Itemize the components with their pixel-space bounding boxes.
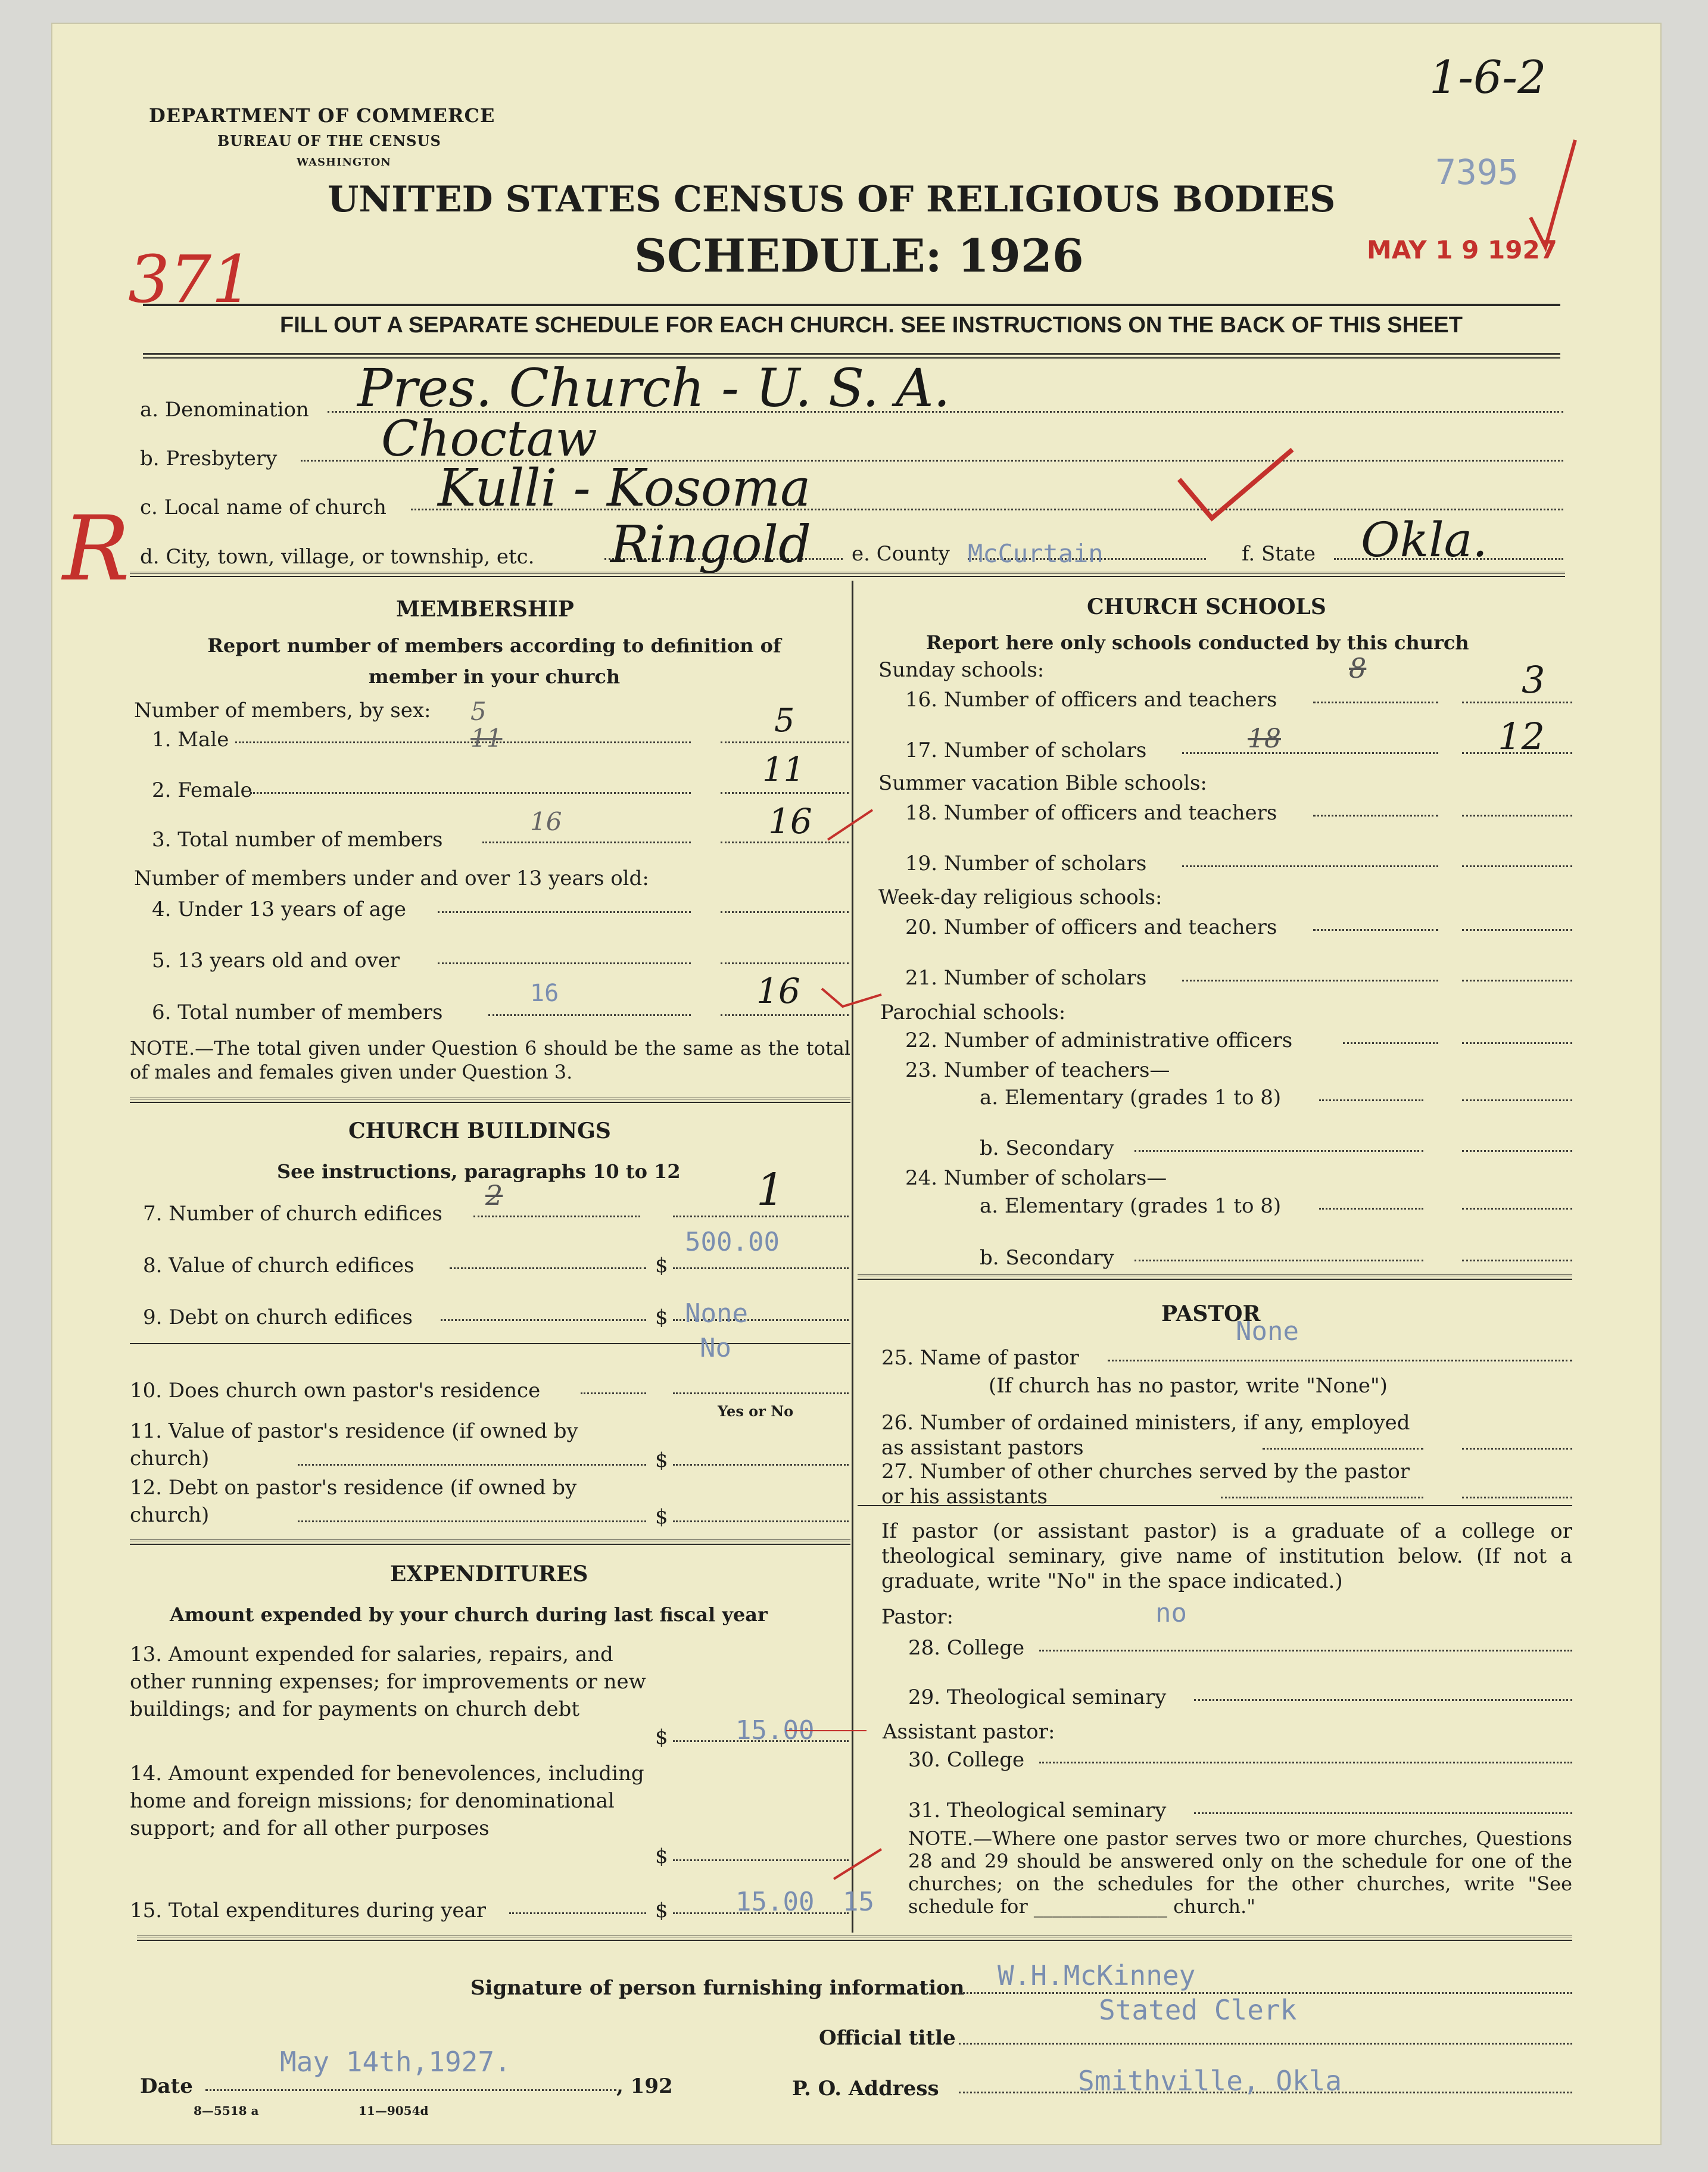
q16-struck: 8 [1349,652,1367,684]
state-field[interactable]: Okla. [1361,512,1488,568]
city-label: WASHINGTON [297,156,391,169]
q22-line [1343,1042,1438,1044]
q21-label: 21. Number of scholars [905,966,1147,990]
q19-answer-line [1462,865,1572,867]
buildings-rule [130,1540,850,1545]
q27-line [1221,1497,1423,1498]
q3-label: 3. Total number of members [152,828,443,852]
q9-label: 9. Debt on church edifices [143,1305,413,1329]
q1-answer-line [721,741,849,743]
q16-answer-line [1462,702,1572,703]
sunday-schools-label: Sunday schools: [878,658,1045,682]
q16-officers-count[interactable]: 3 [1522,658,1545,702]
pastor-subrule [858,1505,1572,1506]
county-field[interactable]: McCurtain [968,539,1104,568]
signature-value[interactable]: W.H.McKinney [998,1959,1196,1992]
q9-line [441,1319,646,1321]
form-code-2: 11—9054d [359,2104,429,2118]
q23b-answer-line [1462,1150,1572,1152]
q15-label: 15. Total expenditures during year [130,1899,487,1922]
q13-dollar: $ [655,1725,668,1749]
q8-edifice-value[interactable]: 500.00 [685,1227,780,1257]
department-label: DEPARTMENT OF COMMERCE [149,104,495,127]
q22-answer-line [1462,1042,1572,1044]
q27-answer-line [1462,1497,1572,1498]
q5-answer-line [721,962,849,964]
official-title-value[interactable]: Stated Clerk [1099,1994,1297,2026]
q12-line [298,1520,646,1522]
q15-extra: 15 [843,1887,874,1917]
signature-label: Signature of person furnishing information [470,1976,965,2000]
assistant-pastor-label: Assistant pastor: [883,1720,1055,1744]
schools-rule [858,1274,1572,1280]
check-mark-icon [1525,134,1578,253]
q1-label: 1. Male [152,728,229,752]
q8-answer-line [673,1267,849,1269]
q20-label: 20. Number of officers and teachers [905,915,1277,939]
q7-edifice-count[interactable]: 1 [756,1164,785,1216]
weekday-schools-label: Week-day religious schools: [878,886,1162,909]
parochial-schools-label: Parochial schools: [880,1001,1066,1024]
q11-label: 11. Value of pastor's residence (if owned by church) [130,1419,578,1470]
red-number: 371 [128,241,253,317]
q14-dollar: $ [655,1844,668,1868]
q15-dollar: $ [655,1899,668,1922]
q23a-answer-line [1462,1099,1572,1101]
schools-intro: Report here only schools conducted by this church [926,631,1469,654]
q26-answer-line [1462,1448,1572,1450]
date-year-suffix: , 192 [616,2074,673,2098]
q19-label: 19. Number of scholars [905,852,1147,875]
q2-label: 2. Female [152,778,253,802]
denomination-field[interactable]: Pres. Church - U. S. A. [357,357,950,419]
q21-answer-line [1462,980,1572,981]
membership-heading: MEMBERSHIP [396,597,574,622]
city-field[interactable]: Ringold [610,515,812,575]
q1-line [235,741,691,743]
official-title-label: Official title [819,2026,956,2050]
by-sex-label: Number of members, by sex: [134,699,431,722]
buildings-subrule [130,1343,850,1344]
city-label: d. City, town, village, or township, etc. [140,545,535,569]
pastor-note: NOTE.—Where one pastor serves two or more churches, Questions 28 and 29 should be answered only on the schedule for one of the churches; on the schedules for the other churches, write "See schedule for ______________ church." [908,1827,1572,1918]
q2-answer-line [721,792,849,794]
membership-note: NOTE.—The total given under Question 6 should be the same as the total of males and females given under Question 3. [130,1037,850,1083]
q24a-answer-line [1462,1208,1572,1210]
q28-line [1039,1650,1572,1651]
q7-line [473,1216,640,1217]
expenditures-heading: EXPENDITURES [390,1562,588,1587]
q17-label: 17. Number of scholars [905,738,1147,762]
membership-rule [130,1098,850,1103]
red-letter-mark: R [63,497,130,601]
q9-debt-value[interactable]: None [685,1298,748,1329]
q23b-label: b. Secondary [980,1136,1114,1160]
q19-line [1182,865,1438,867]
summer-schools-label: Summer vacation Bible schools: [878,771,1207,795]
q25-hint: (If church has no pastor, write "None") [989,1374,1388,1398]
q16-line [1313,702,1438,703]
local-name-label: c. Local name of church [140,496,387,519]
q12-dollar: $ [655,1505,668,1529]
q24b-line [1134,1260,1423,1261]
buildings-heading: CHURCH BUILDINGS [348,1118,611,1143]
address-label: P. O. Address [792,2077,939,2101]
date-line [205,2089,616,2091]
q8-dollar: $ [655,1254,668,1277]
q10-residence-answer[interactable]: No [700,1333,731,1363]
identification-rule [130,572,1565,577]
q14-label: 14. Amount expended for benevolences, including home and foreign missions; for denominational support; and for all other purposes [130,1762,644,1840]
q31-line [1194,1812,1572,1814]
local-name-field[interactable]: Kulli - Kosoma [438,459,811,518]
red-check-icon [1176,444,1295,524]
accession-number: 7395 [1435,152,1519,192]
q26-line [1263,1448,1423,1450]
red-strike [786,1730,867,1731]
q7-struck-value: 2 [485,1179,503,1211]
q18-line [1313,815,1438,817]
header-rule [143,304,1560,306]
q17-scholars-count[interactable]: 12 [1498,715,1545,758]
q23a-label: a. Elementary (grades 1 to 8) [980,1086,1282,1110]
q22-label: 22. Number of administrative officers [905,1029,1293,1052]
q3-struck-value: 16 [530,807,562,836]
bureau-label: BUREAU OF THE CENSUS [217,132,441,149]
q30-line [1039,1762,1572,1763]
footer-rule [137,1936,1572,1941]
q24a-label: a. Elementary (grades 1 to 8) [980,1194,1282,1218]
form-title: UNITED STATES CENSUS OF RELIGIOUS BODIES [328,179,1336,220]
form-code: 8—5518 a [194,2104,259,2118]
q1-struck-value: 5 [470,697,487,726]
q18-label: 18. Number of officers and teachers [905,801,1277,825]
presbytery-label: b. Presbytery [140,447,278,470]
q2-female-count[interactable]: 11 [762,750,805,789]
q4-answer-line [721,911,849,913]
q6-line [488,1014,691,1016]
q12-answer-line [673,1520,849,1522]
red-tick-icon-2 [819,971,884,1012]
q17-struck: 18 [1248,724,1281,754]
q29-line [1194,1699,1572,1701]
q14-answer-line [673,1859,849,1861]
q23b-line [1134,1150,1423,1152]
q7-answer-line [673,1216,849,1217]
q15-total-expenditures[interactable]: 15.00 [735,1887,815,1917]
q4-line [438,911,691,913]
q6-label: 6. Total number of members [152,1001,443,1024]
q1-struck-value-2: 11 [470,724,503,753]
q27-label: 27. Number of other churches served by the pastor or his assistants [881,1460,1410,1509]
q2-line [250,792,691,794]
red-tick-icon [825,804,875,846]
q8-line [450,1267,646,1269]
q25-label: 25. Name of pastor [881,1346,1079,1370]
q5-label: 5. 13 years old and over [152,949,400,973]
file-number: 1-6-2 [1429,51,1547,104]
q24b-answer-line [1462,1260,1572,1261]
q3-total-count[interactable]: 16 [768,801,812,842]
q24a-line [1319,1208,1423,1210]
instructions-banner: FILL OUT A SEPARATE SCHEDULE FOR EACH CHURCH. SEE INSTRUCTIONS ON THE BACK OF THIS SHEET [280,313,1463,338]
q15-line [509,1912,646,1914]
q12-label: 12. Debt on pastor's residence (if owned by church) [130,1476,577,1527]
q18-answer-line [1462,815,1572,817]
state-label: f. State [1242,542,1316,566]
q29-label: 29. Theological seminary [908,1685,1167,1709]
q11-dollar: $ [655,1448,668,1472]
denomination-label: a. Denomination [140,398,309,422]
q28-label: 28. College [908,1636,1025,1660]
membership-intro: Report number of members according to definition of member in your church [207,634,781,688]
q7-label: 7. Number of church edifices [143,1202,442,1226]
q11-answer-line [673,1464,849,1466]
q23a-line [1319,1099,1423,1101]
q5-line [438,962,691,964]
q6-answer-line [721,1014,849,1016]
red-tick-icon-3 [831,1846,884,1882]
q4-label: 4. Under 13 years of age [152,898,406,921]
q10-line [581,1392,646,1394]
received-date-stamp: MAY 1 9 1927 [1367,235,1557,264]
q6-total-count[interactable]: 16 [756,971,800,1011]
q20-answer-line [1462,929,1572,931]
q31-label: 31. Theological seminary [908,1799,1167,1822]
schools-heading: CHURCH SCHOOLS [1087,594,1326,619]
q20-line [1313,929,1438,931]
address-value[interactable]: Smithville, Okla [1078,2065,1342,2097]
graduate-instructions: If pastor (or assistant pastor) is a graduate of a college or theological seminary, give name of institution below. (If not a graduate, write "No" in the space indicated.) [881,1519,1572,1593]
q1-male-count[interactable]: 5 [774,702,795,739]
buildings-intro: See instructions, paragraphs 10 to 12 [277,1160,681,1183]
date-label: Date [140,2074,193,2098]
q26-label: 26. Number of ordained ministers, if any, employed as assistant pastors [881,1411,1410,1460]
pastor-name-value[interactable]: None [1236,1316,1299,1347]
q30-label: 30. College [908,1748,1025,1772]
date-value[interactable]: May 14th,1927. [280,2046,511,2078]
county-label: e. County [852,542,950,566]
presbytery-field[interactable]: Choctaw [381,411,597,468]
q13-running-expenses[interactable]: 15.00 [735,1715,815,1746]
schedule-title: SCHEDULE: 1926 [634,229,1084,282]
q3-line [482,842,691,843]
q11-line [298,1464,646,1466]
yes-no-hint: Yes or No [718,1403,794,1420]
age-label: Number of members under and over 13 years old: [134,867,649,890]
official-title-line [959,2043,1572,2045]
q10-answer-line [673,1392,849,1394]
expenditures-intro: Amount expended by your church during last fiscal year [170,1603,768,1626]
q17-line [1182,752,1438,754]
q13-label: 13. Amount expended for salaries, repairs, and other running expenses; for improvements or new buildings; and for payments on church debt [130,1643,646,1721]
q21-line [1182,980,1438,981]
q16-label: 16. Number of officers and teachers [905,688,1277,712]
q10-label: 10. Does church own pastor's residence [130,1379,541,1403]
pastor-label: Pastor: [881,1605,953,1629]
q24b-label: b. Secondary [980,1246,1114,1270]
q24-label: 24. Number of scholars— [905,1166,1167,1190]
q8-label: 8. Value of church edifices [143,1254,414,1277]
pastor-heading: PASTOR [1161,1301,1261,1326]
q25-line [1108,1360,1572,1361]
pastor-graduate-answer[interactable]: no [1155,1598,1187,1628]
q6-typed-value: 16 [530,980,559,1007]
q23-label: 23. Number of teachers— [905,1058,1170,1082]
q9-dollar: $ [655,1305,668,1329]
